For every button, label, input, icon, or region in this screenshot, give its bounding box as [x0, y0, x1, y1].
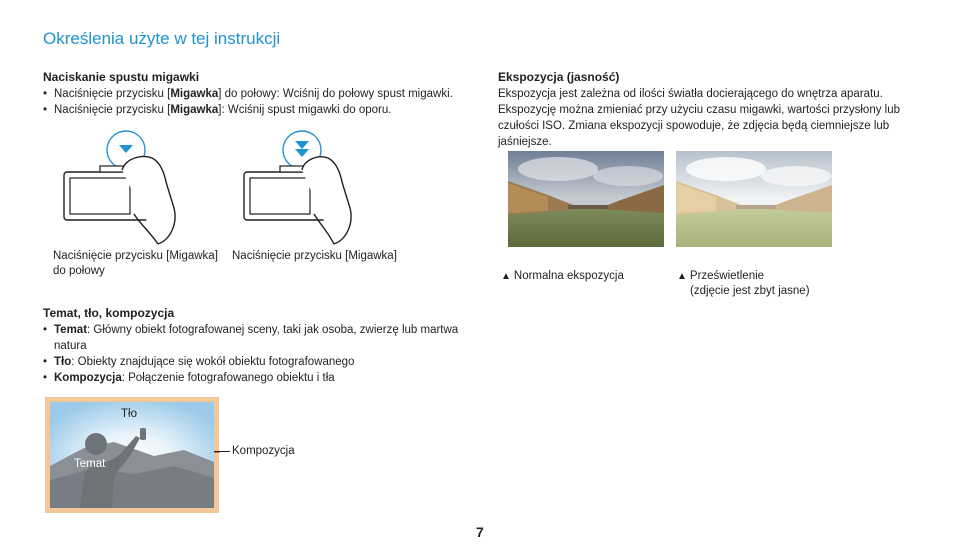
shutter-section — [43, 70, 463, 118]
composition-section — [43, 306, 483, 386]
shutter-list — [43, 86, 463, 118]
item-text: Naciśnięcie przycisku [ — [54, 88, 171, 100]
item-bold: Temat — [54, 324, 88, 336]
list-item — [43, 86, 463, 102]
item-text: : Obiekty znajdujące się wokół obiektu fotografowanego — [71, 356, 355, 368]
label-subject: Temat — [74, 458, 106, 470]
exposure-section — [498, 70, 918, 150]
camera-full-press-illustration — [238, 128, 388, 246]
text-line: Ekspozycję można zmieniać przy użyciu czasu migawki, wartości przysłony lub — [498, 104, 901, 116]
photo-overexposed — [676, 151, 832, 247]
text-line: czułości ISO. Zmiana ekspozycji spowoduje, że zdjęcia będą ciemniejsze lub — [498, 120, 890, 132]
caption-text: Prześwietlenie — [689, 270, 765, 282]
label-composition: Kompozycja — [232, 445, 295, 457]
item-text: ]: Wciśnij spust migawki do oporu. — [218, 104, 392, 116]
page-number: 7 — [476, 524, 484, 540]
caption-overexposed — [677, 269, 810, 299]
caption-line: Naciśnięcie przycisku [Migawka] — [53, 250, 218, 262]
item-text: : Główny obiekt fotografowanej sceny, taki jak osoba, zwierzę lub martwa — [87, 324, 459, 336]
exposure-heading: Ekspozycja (jasność) — [498, 70, 620, 84]
text-line: jaśniejsze. — [498, 136, 552, 148]
caption-half-press — [53, 249, 218, 279]
caption-full-press: Naciśnięcie przycisku [Migawka] — [232, 250, 397, 262]
list-item — [43, 370, 483, 386]
item-text: ] do połowy: Wciśnij do połowy spust migawki. — [218, 88, 453, 100]
list-item — [43, 354, 483, 370]
triangle-up-icon: ▲ — [501, 271, 511, 282]
item-text: natura — [54, 340, 87, 352]
item-bold: Kompozycja — [54, 372, 122, 384]
item-text: Naciśnięcie przycisku [ — [54, 104, 171, 116]
item-bold: Migawka — [170, 88, 219, 100]
composition-pointer-line — [214, 451, 230, 452]
shutter-heading: Naciskanie spustu migawki — [43, 70, 200, 84]
composition-heading: Temat, tło, kompozycja — [43, 306, 175, 320]
caption-normal-exposure — [501, 269, 624, 284]
caption-text: Normalna ekspozycja — [513, 270, 624, 282]
triangle-up-icon: ▲ — [677, 271, 687, 282]
caption-line: do połowy — [53, 265, 105, 277]
page-title: Określenia użyte w tej instrukcji — [43, 29, 281, 48]
list-item — [43, 102, 463, 118]
composition-list — [43, 322, 483, 386]
item-bold: Migawka — [170, 104, 219, 116]
item-text: : Połączenie fotografowanego obiektu i tła — [121, 372, 335, 384]
text-line: Ekspozycja jest zależna od ilości światła docierającego do wnętrza aparatu. — [498, 88, 883, 100]
list-item — [43, 322, 483, 354]
exposure-description — [498, 86, 918, 150]
label-background: Tło — [121, 408, 137, 420]
caption-text: (zdjęcie jest zbyt jasne) — [690, 285, 810, 297]
item-bold: Tło — [54, 356, 72, 368]
photo-normal-exposure — [508, 151, 664, 247]
camera-half-press-illustration — [62, 128, 212, 246]
